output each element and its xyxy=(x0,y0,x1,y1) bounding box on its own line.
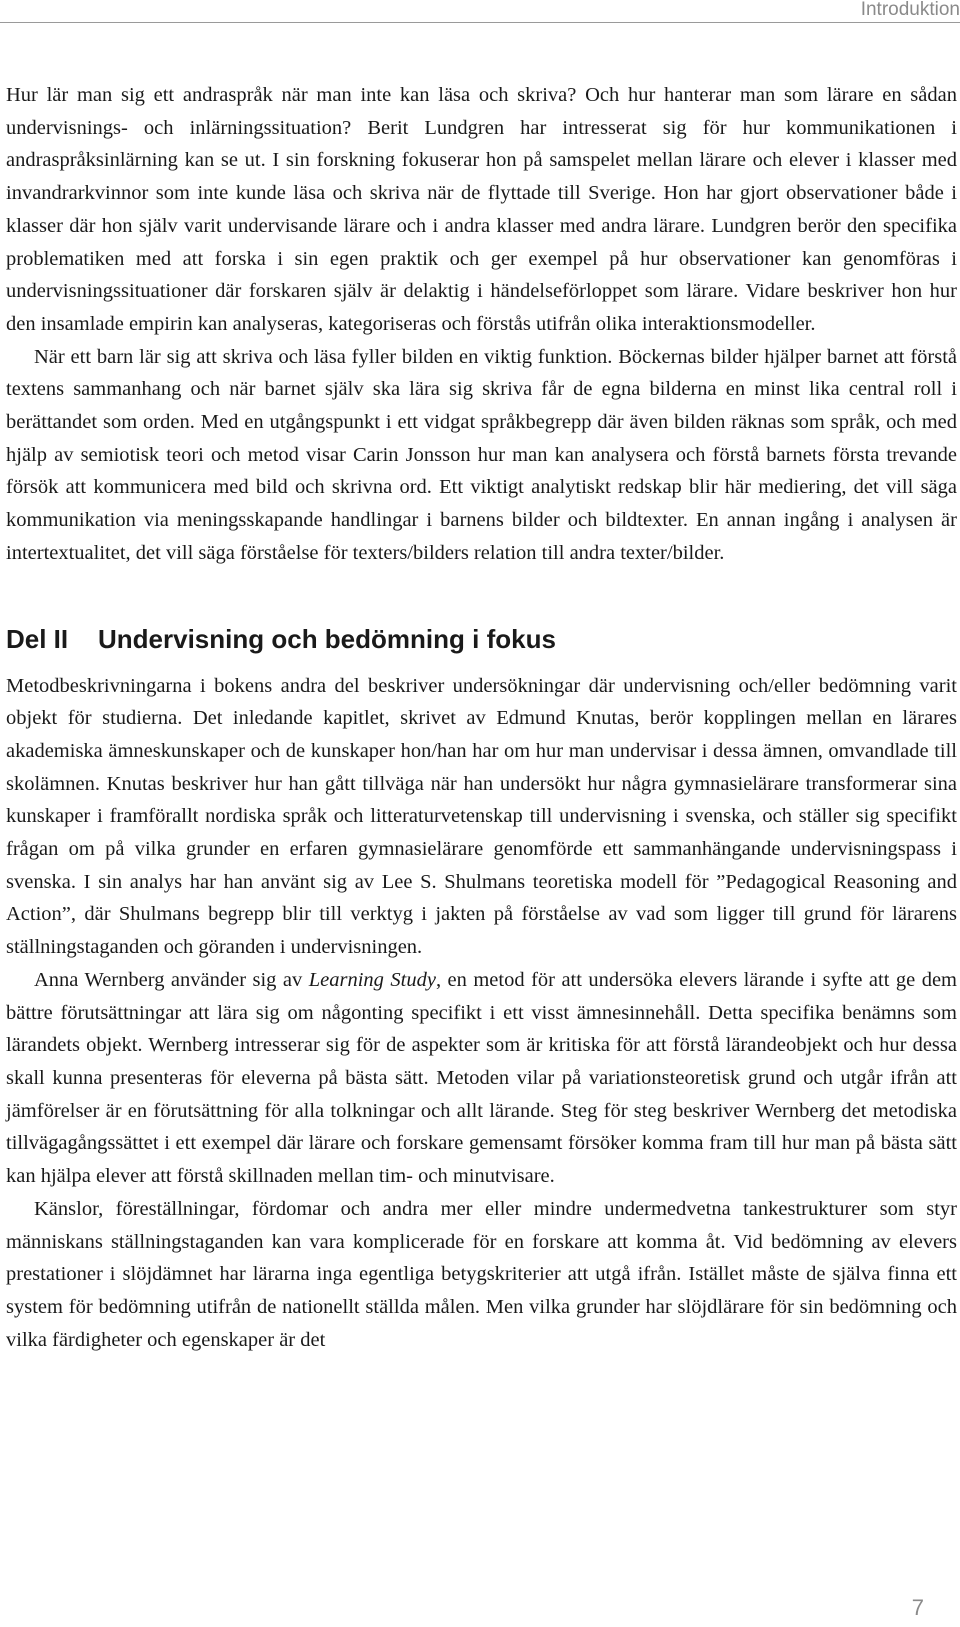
section-heading xyxy=(6,618,957,662)
running-header-title: Introduktion xyxy=(860,0,960,20)
intro-paragraph-2: När ett barn lär sig att skriva och läsa fyller bilden en viktig funktion. Böckernas bilder hjälper barnet att förstå textens sammanhang och när barnet själv ska lära sig skriva får de egna bilderna en minst lika central roll i berättandet som orden. Med en utgångspunkt i ett vidgat språkbegrepp där även bilden räknas som språk, och med hjälp av semiotisk teori och metod visar Carin Jonsson hur man kan analysera och förstå barnets första trevande försök att kommunicera med bild och skrivna ord. Ett viktigt analytiskt redskap blir här mediering, det vill säga kommunikation via meningsskapande handlingar i barnens bilder och bildtexter. En annan ingång i analysen är intertextualitet, det vill säga förståelse för texters/bilders relation till andra texter/bilder. xyxy=(6,345,957,564)
learning-study-term: Learning Study xyxy=(308,968,436,991)
section-paragraph-2-lead: Anna Wernberg använder sig av xyxy=(34,968,309,991)
section-paragraph-3: Känslor, föreställningar, fördomar och andra mer eller mindre undermedvetna tankestrukturer som styr människans ställningstaganden kan vara komplicerade för en forskare att komma åt. Vid bedömning av elevers prestationer i slöjdämnet har lärarna inga egentliga betygskriterier att utgå ifrån. Istället måste de själva finna ett system för bedömning utifrån de nationellt ställda målen. Men vilka grunder har slöjdlärare för sin bedömning och vilka färdigheter och egenskaper är det xyxy=(6,1197,957,1351)
section-paragraph-2-rest: , en metod för att undersöka elevers lärande i syfte att ge dem bättre förutsättningar att lära sig om någonting specifikt i ett visst ämnesinnehåll. Detta specifika benämns som lärandets objekt. Wernberg intresserar sig för de aspekter som är kritiska för att förstå lärandeobjekt och hur dessa skall kunna presenteras för eleverna på bästa sätt. Metoden vilar på variationsteoretisk grund och utgår ifrån att jämförelser är en förutsättning för alla tolkningar och allt lärande. Steg för steg beskriver Wernberg det metodiska tillvägagångssättet i ett exempel där lärare och forskare gemensamt försöker komma fram till hur man på bästa sätt kan hjälpa elever att förstå skillnaden mellan tim- och minutvisare. xyxy=(6,968,958,1188)
page-body xyxy=(6,79,957,1356)
intro-paragraph-1: Hur lär man sig ett andraspråk när man inte kan läsa och skriva? Och hur hanterar man som lärare en sådan undervisnings- och inlärningssituation? Berit Lundgren har intresserat sig för hur kommunikationen i andraspråksinlärning kan se ut. I sin forskning fokuserar hon på samspelet mellan lärare och elever i klasser med invandrarkvinnor som inte kunde läsa och skriva när de flyttade till Sverige. Hon har gjort observationer både i klasser där hon själv varit undervisande lärare och i andra klasser med andra lärare. Lundgren berör den specifika problematiken med att forska i sin egen praktik och ger exempel på hur observationer kan genomföras i undervisningssituationer där forskaren själv är delaktig i händelseförloppet som lärare. Vidare beskriver hon hur den insamlade empirin kan analyseras, kategoriseras och förstås utifrån olika interaktionsmodeller. xyxy=(6,84,957,335)
section-title: Undervisning och bedömning i fokus xyxy=(98,624,556,655)
header-divider xyxy=(0,22,960,23)
page-number: 7 xyxy=(911,1595,924,1620)
intro-section xyxy=(6,79,957,570)
section-paragraph-1: Metodbeskrivningarna i bokens andra del beskriver undersökningar där undervisning och/eller bedömning varit objekt för studierna. Det inledande kapitlet, skrivet av Edmund Knutas, berör kopplingen mellan en lärares akademiska ämneskunskaper och de kunskaper hon/han har om hur man undervisar i dessa ämnen, omvandlade till skolämnen. Knutas beskriver hur han gått tillväga när han undersökt hur några gymnasielärare transformerar sina kunskaper i framförallt nordiska språk och litteraturvetenskap till undervisning i svenska, och ställer sig specifikt frågan om på vilka grunder en erfaren gymnasielärare genomförde ett sammanhängande undervisningspass i svenska. I sin analys har han använt sig av Lee S. Shulmans teoretiska modell för ”Pedagogical Reasoning and Action”, där Shulmans begrepp blir till verktyg i jakten på förståelse av vad som ligger till grund för lärarens ställningstaganden och göranden i undervisningen. xyxy=(6,674,957,959)
section-part-label: Del II xyxy=(6,624,69,655)
part-two-section xyxy=(6,670,957,1357)
section-paragraph-2 xyxy=(6,964,957,1193)
